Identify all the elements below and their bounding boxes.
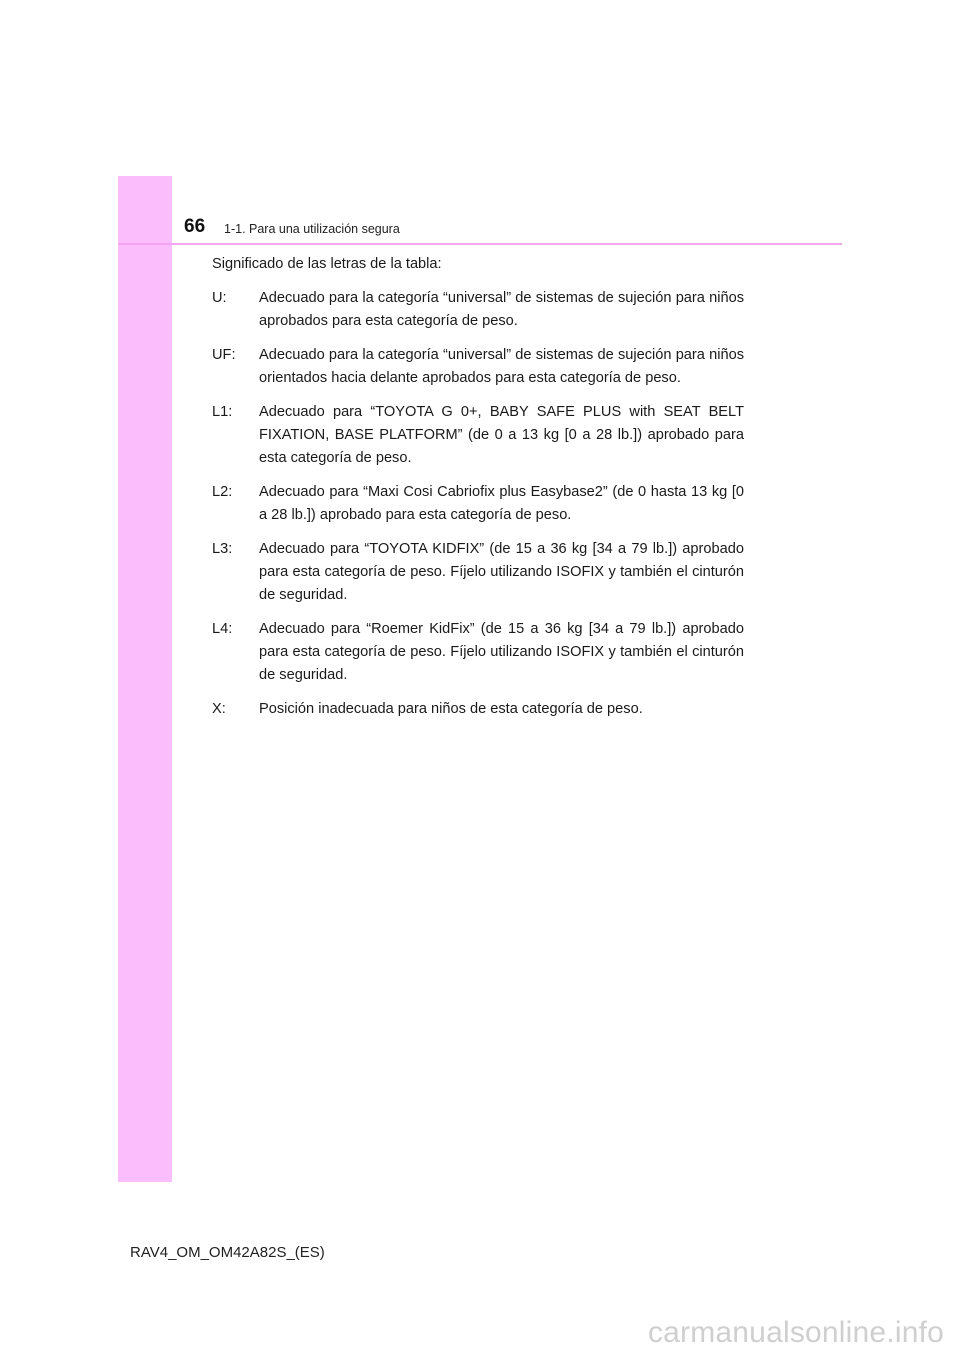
legend-code: L1: (212, 404, 233, 420)
legend-code: L4: (212, 621, 233, 637)
legend-code: L3: (212, 541, 233, 557)
legend-item-x (212, 698, 744, 721)
legend-list (212, 287, 744, 721)
document-code: RAV4_OM_OM42A82S_(ES) (130, 1244, 325, 1261)
legend-item-uf (212, 344, 744, 390)
header-rule (118, 243, 842, 245)
legend-intro: Significado de las letras de la tabla: (212, 256, 442, 272)
legend-item-l1 (212, 401, 744, 470)
legend-description: Posición inadecuada para niños de esta categoría de peso. (259, 701, 643, 717)
legend-description: Adecuado para “TOYOTA KIDFIX” (de 15 a 36 kg [34 a 79 lb.]) aprobado para esta categoría de peso. Fíjelo utilizando ISOFIX y también el cinturón de seguridad. (259, 541, 744, 603)
legend-description: Adecuado para “Maxi Cosi Cabriofix plus Easybase2” (de 0 hasta 13 kg [0 a 28 lb.]) aprobado para esta categoría de peso. (259, 484, 744, 523)
legend-description: Adecuado para “Roemer KidFix” (de 15 a 36 kg [34 a 79 lb.]) aprobado para esta categoría de peso. Fíjelo utilizando ISOFIX y también el cinturón de seguridad. (259, 621, 744, 683)
legend-code: L2: (212, 484, 233, 500)
legend-item-l2 (212, 481, 744, 527)
watermark: carmanualsonline.info (647, 1316, 944, 1349)
legend-description: Adecuado para la categoría “universal” de sistemas de sujeción para niños orientados hacia delante aprobados para esta categoría de peso. (259, 347, 744, 386)
legend-code: UF: (212, 347, 236, 363)
legend-item-u (212, 287, 744, 333)
side-color-band (118, 176, 172, 1182)
legend-item-l4 (212, 618, 744, 687)
legend-description: Adecuado para “TOYOTA G 0+, BABY SAFE PLUS with SEAT BELT FIXATION, BASE PLATFORM” (de 0 a 13 kg [0 a 28 lb.]) aprobado para esta categoría de peso. (259, 404, 744, 466)
legend-code: X: (212, 701, 226, 717)
legend-code: U: (212, 290, 227, 306)
legend-item-l3 (212, 538, 744, 607)
page-number: 66 (184, 216, 206, 237)
main-content (212, 253, 744, 732)
legend-description: Adecuado para la categoría “universal” de sistemas de sujeción para niños aprobados para esta categoría de peso. (259, 290, 744, 329)
section-title: 1-1. Para una utilización segura (224, 222, 400, 236)
